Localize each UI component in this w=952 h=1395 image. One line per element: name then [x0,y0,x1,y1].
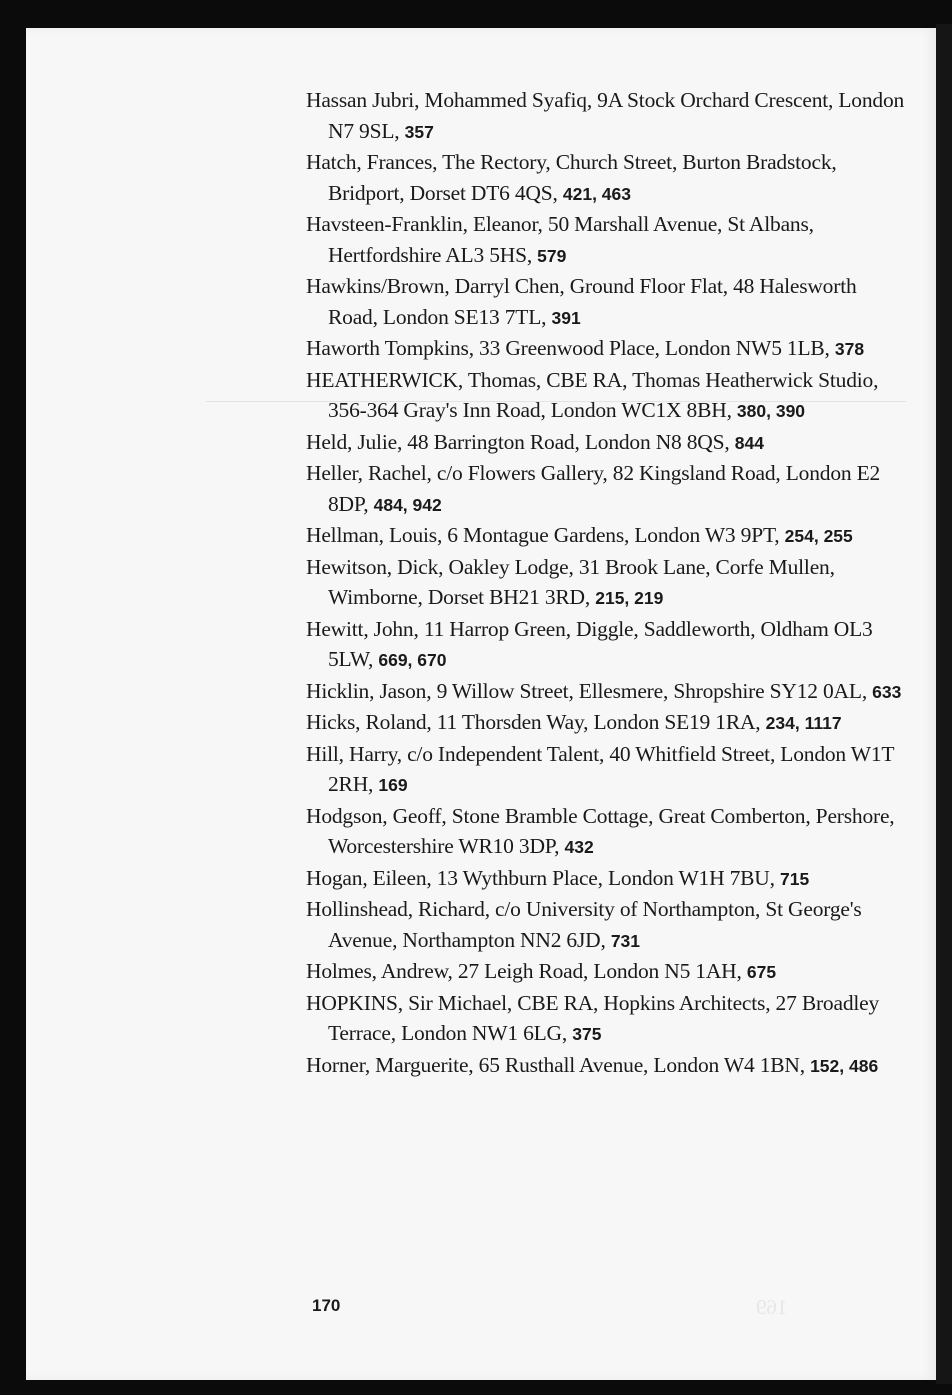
list-item [306,801,906,863]
entry-text: HOPKINS, Sir Michael, CBE RA, Hopkins Architects, 27 Broadley Terrace, London NW1 6LG, [306,990,880,1045]
entry-page-refs: 169 [378,775,408,795]
list-item [306,333,906,365]
list-item [306,956,906,988]
entry-page-refs: 391 [551,307,581,328]
page-number: 170 [312,1296,341,1315]
entry-text: Hill, Harry, c/o Independent Talent, 40 Whitfield Street, London W1T 2RH, [306,741,894,796]
list-item [306,427,906,459]
entry-page-refs: 844 [734,432,764,453]
list-item [306,676,906,708]
list-item [306,988,906,1050]
entry-page-refs: 215, 219 [595,588,664,608]
entry-text: Hassan Jubri, Mohammed Syafiq, 9A Stock Orchard Crescent, London N7 9SL, [306,88,905,143]
entry-text: Havsteen-Franklin, Eleanor, 50 Marshall Avenue, St Albans, Hertfordshire AL3 5HS, [306,212,814,267]
entry-page-refs: 432 [564,837,594,857]
entry-text: Held, Julie, 48 Barrington Road, London N8 8QS, [306,429,735,454]
list-item [306,209,906,271]
list-item [306,147,906,209]
entry-text: Hewitt, John, 11 Harrop Green, Diggle, Saddleworth, Oldham OL3 5LW, [306,616,873,671]
entry-text: Hellman, Louis, 6 Montague Gardens, London W3 9PT, [306,523,785,547]
entry-text: Hollinshead, Richard, c/o University of Northampton, St George's Avenue, Northampton NN2 6JD, [306,897,862,952]
entry-text: HEATHERWICK, Thomas, CBE RA, Thomas Heatherwick Studio, 356-364 Gray's Inn Road, London WC1X 8BH, [306,367,879,422]
entry-page-refs: 254, 255 [784,526,853,546]
entry-text: Hodgson, Geoff, Stone Bramble Cottage, Great Comberton, Pershore, Worcestershire WR10 3DP, [306,803,895,858]
page-edge-shadow [936,24,952,1384]
entry-page-refs: 421, 463 [562,183,631,204]
entry-page-refs: 484, 942 [373,494,442,515]
entry-text: Hawkins/Brown, Darryl Chen, Ground Floor Flat, 48 Halesworth Road, London SE13 7TL, [306,274,857,329]
entry-page-refs: 378 [834,339,865,359]
entry-text: Heller, Rachel, c/o Flowers Gallery, 82 Kingsland Road, London E2 8DP, [306,461,881,516]
list-item [306,614,906,676]
list-item [306,458,906,520]
entry-page-refs: 380, 390 [736,401,806,421]
entry-page-refs: 715 [779,868,810,889]
entry-text: Haworth Tompkins, 33 Greenwood Place, London NW5 1LB, [306,336,835,360]
entry-text: Horner, Marguerite, 65 Rusthall Avenue, London W4 1BN, [306,1052,811,1077]
list-item [306,271,906,333]
list-item [306,863,906,895]
entry-page-refs: 669, 670 [378,650,447,670]
entry-page-refs: 731 [610,930,641,951]
entry-page-refs: 234, 1117 [765,713,842,733]
list-item [306,1050,906,1082]
entry-text: Holmes, Andrew, 27 Leigh Road, London N5 1AH, [306,959,747,983]
entry-page-refs: 675 [746,962,777,982]
list-item [306,520,906,552]
entry-text: Hicks, Roland, 11 Thorsden Way, London SE19 1RA, [306,710,766,734]
list-item [306,365,906,427]
list-item [306,552,906,614]
list-item [306,894,906,956]
list-item [306,739,906,801]
entry-text: Hicklin, Jason, 9 Willow Street, Ellesmere, Shropshire SY12 0AL, [306,678,873,703]
show-through-page-number: 169 [756,1295,788,1319]
entry-page-refs: 357 [404,121,434,142]
list-item [306,85,906,147]
address-index-list [306,85,906,1081]
entry-page-refs: 375 [572,1024,602,1044]
entry-text: Hogan, Eileen, 13 Wythburn Place, London W1H 7BU, [306,865,780,890]
entry-page-refs: 579 [537,245,567,266]
entry-page-refs: 152, 486 [810,1055,879,1076]
entry-page-refs: 633 [872,681,902,702]
entry-text: Hatch, Frances, The Rectory, Church Street, Burton Bradstock, Bridport, Dorset DT6 4QS, [306,150,837,205]
list-item [306,707,906,739]
entry-text: Hewitson, Dick, Oakley Lodge, 31 Brook Lane, Corfe Mullen, Wimborne, Dorset BH21 3RD, [306,554,835,609]
